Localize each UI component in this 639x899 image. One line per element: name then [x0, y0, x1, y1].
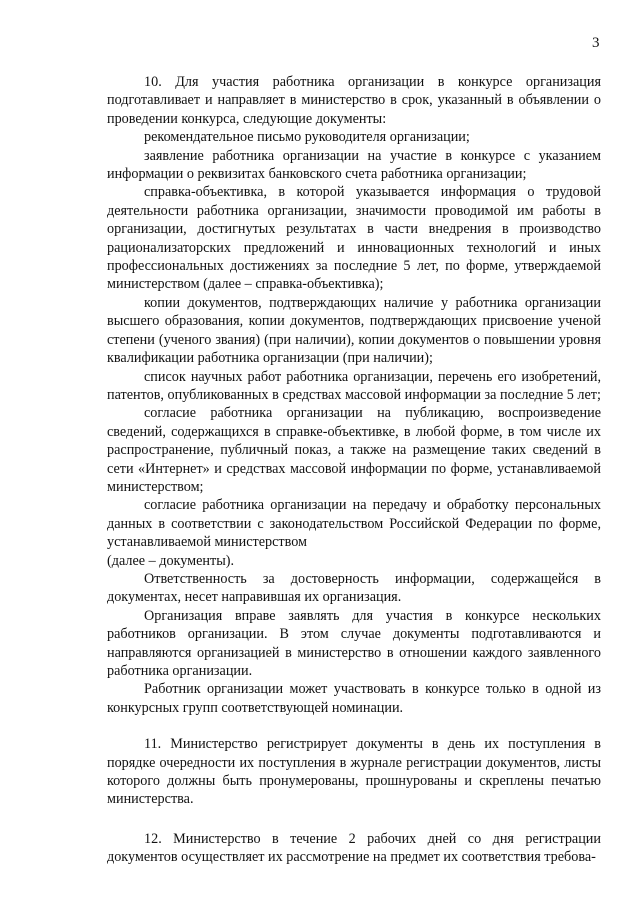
page-number: 3: [592, 35, 600, 51]
list-item-application: заявление работника организации на участие в конкурсе с указанием информации о реквизитах банковского счета работника организации;: [107, 147, 601, 183]
paragraph-10-intro: 10. Для участия работника организации в конкурсе организация подготавливает и направляет в министерство в срок, указанный в объявлении о проведении конкурса, следующие документы:: [107, 74, 601, 127]
responsibility-paragraph: Ответственность за достоверность информации, содержащейся в документах, несет направившая их организация.: [107, 570, 601, 606]
list-item-personal-data-consent: согласие работника организации на передачу и обработку персональных данных в соответствии с законодательством Российской Федерации по форме, устанавливаемой министерством: [107, 497, 601, 551]
list-item-scientific-works: список научных работ работника организации, перечень его изобретений, патентов, опубликованных в средствах массовой информации за последние 5 лет;: [107, 368, 601, 403]
single-group-paragraph: Работник организации может участвовать в конкурсе только в одной из конкурсных групп соответствующей номинации.: [107, 681, 601, 716]
list-item-recommendation-letter: рекомендательное письмо руководителя организации;: [144, 129, 470, 146]
paragraph-12: 12. Министерство в течение 2 рабочих дней со дня регистрации документов осуществляет их рассмотрение на предмет их соответствия требова-: [107, 830, 601, 866]
list-item-publication-consent: согласие работника организации на публикацию, воспроизведение сведений, содержащихся в справке-объективке, в любой форме, в том числе их распространение, публичный показ, а также на размещение таких сведений в сети «Интернет» и средствах массовой информации по форме, устанавливаемой министерством;: [107, 405, 601, 495]
documents-definition: (далее – документы).: [107, 552, 235, 569]
paragraph-11: 11. Министерство регистрирует документы в день их поступления в порядке очередности их поступления в журнале регистрации документов, листы которого должны быть пронумерованы, прошнурованы и скреплены печатью министерства.: [107, 736, 601, 808]
document-body: [107, 73, 601, 867]
list-item-document-copies: копии документов, подтверждающих наличие у работника организации высшего образования, копии документов, подтверждающих присвоение ученой степени (ученого звания) (при наличии), копии документов о повышении уровня квалификации работника организации (при наличии);: [107, 294, 601, 367]
multiple-employees-paragraph: Организация вправе заявлять для участия в конкурсе нескольких работников организации. В этом случае документы подготавливаются и направляются организацией в министерство в отношении каждого заявленного работника организации.: [107, 607, 601, 679]
list-item-reference: справка-объективка, в которой указывается информация о трудовой деятельности работника организации, значимости проводимой им работы в организации, достигнутых результатах в части внедрения в производство рационализаторских предложений и инновационных технологий и иных профессиональных достижениях за последние 5 лет, по форме, утверждаемой министерством (далее – справка-объективка);: [107, 184, 601, 293]
